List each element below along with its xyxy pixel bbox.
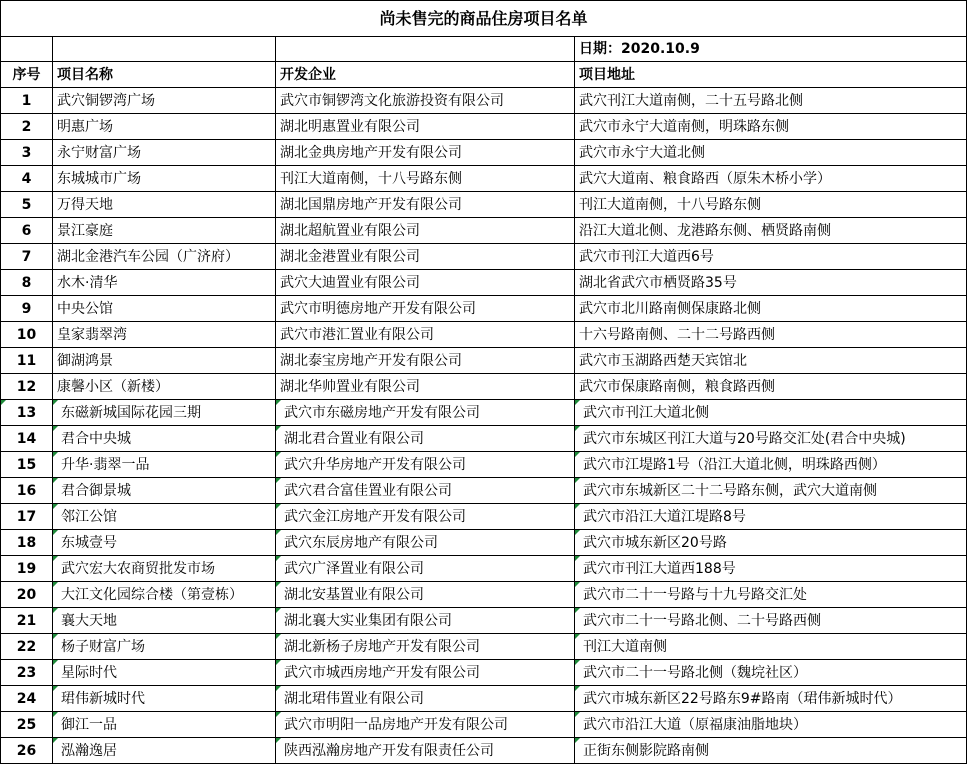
address-cell[interactable]: 武穴市刊江大道西188号 (575, 556, 967, 582)
header-address[interactable]: 项目地址 (575, 62, 967, 88)
table-row (1, 348, 967, 374)
table-row (1, 686, 967, 712)
project-name-cell[interactable]: 永宁财富广场 (53, 140, 276, 166)
row-index-cell[interactable]: 13 (1, 400, 53, 426)
table-row (1, 192, 967, 218)
row-index-cell[interactable]: 25 (1, 712, 53, 738)
table-row (1, 478, 967, 504)
row-index-cell[interactable]: 3 (1, 140, 53, 166)
row-index-cell[interactable]: 7 (1, 244, 53, 270)
row-index-cell[interactable]: 4 (1, 166, 53, 192)
table-row (1, 582, 967, 608)
developer-cell[interactable]: 武穴市明德房地产开发有限公司 (276, 296, 575, 322)
project-name-cell[interactable]: 皇家翡翠湾 (53, 322, 276, 348)
project-name-cell[interactable]: 明惠广场 (53, 114, 276, 140)
developer-cell[interactable]: 武穴金江房地产开发有限公司 (276, 504, 575, 530)
address-cell[interactable]: 武穴刊江大道南侧，二十五号路北侧 (575, 88, 967, 114)
row-index-cell[interactable]: 18 (1, 530, 53, 556)
project-name-cell[interactable]: 君合御景城 (53, 478, 276, 504)
address-cell[interactable]: 武穴市城东新区22号路东9#路南（珺伟新城时代） (575, 686, 967, 712)
table-row (1, 166, 967, 192)
row-index-cell[interactable]: 8 (1, 270, 53, 296)
table-row (1, 114, 967, 140)
project-name-cell[interactable]: 武穴铜锣湾广场 (53, 88, 276, 114)
address-cell[interactable]: 正街东侧影院路南侧 (575, 738, 967, 764)
row-index-cell[interactable]: 23 (1, 660, 53, 686)
row-index-cell[interactable]: 1 (1, 88, 53, 114)
header-developer[interactable]: 开发企业 (276, 62, 575, 88)
row-index-cell[interactable]: 20 (1, 582, 53, 608)
project-name-cell[interactable]: 湖北金港汽车公园（广济府） (53, 244, 276, 270)
address-cell[interactable]: 刊江大道南侧 (575, 634, 967, 660)
row-index-cell[interactable]: 17 (1, 504, 53, 530)
table-row (1, 608, 967, 634)
row-index-cell[interactable]: 12 (1, 374, 53, 400)
address-cell[interactable]: 武穴市江堤路1号（沿江大道北侧，明珠路西侧） (575, 452, 967, 478)
developer-cell[interactable]: 湖北金港置业有限公司 (276, 244, 575, 270)
row-index-cell[interactable]: 5 (1, 192, 53, 218)
table-row (1, 738, 967, 764)
table-row (1, 400, 967, 426)
developer-cell[interactable]: 陕西泓瀚房地产开发有限责任公司 (276, 738, 575, 764)
row-index-cell[interactable]: 11 (1, 348, 53, 374)
developer-cell[interactable]: 武穴升华房地产开发有限公司 (276, 452, 575, 478)
developer-cell[interactable]: 武穴君合富佳置业有限公司 (276, 478, 575, 504)
developer-cell[interactable]: 湖北金典房地产开发有限公司 (276, 140, 575, 166)
row-index-cell[interactable]: 10 (1, 322, 53, 348)
title-row (1, 1, 967, 37)
project-name-cell[interactable]: 杨子财富广场 (53, 634, 276, 660)
developer-cell[interactable]: 武穴市明阳一品房地产开发有限公司 (276, 712, 575, 738)
row-index-cell[interactable]: 9 (1, 296, 53, 322)
project-name-cell[interactable]: 景江豪庭 (53, 218, 276, 244)
address-cell[interactable]: 武穴市永宁大道北侧 (575, 140, 967, 166)
developer-cell[interactable]: 湖北襄大实业集团有限公司 (276, 608, 575, 634)
header-index[interactable]: 序号 (1, 62, 53, 88)
address-cell[interactable]: 武穴市东城区刊江大道与20号路交汇处(君合中央城) (575, 426, 967, 452)
address-cell[interactable]: 武穴市刊江大道北侧 (575, 400, 967, 426)
address-cell[interactable]: 十六号路南侧、二十二号路西侧 (575, 322, 967, 348)
developer-cell[interactable]: 湖北超航置业有限公司 (276, 218, 575, 244)
developer-cell[interactable]: 湖北华帅置业有限公司 (276, 374, 575, 400)
header-row (1, 62, 967, 88)
address-cell[interactable]: 刊江大道南侧，十八号路东侧 (575, 192, 967, 218)
empty-cell[interactable] (1, 37, 53, 62)
project-name-cell[interactable]: 升华·翡翠一品 (53, 452, 276, 478)
row-index-cell[interactable]: 21 (1, 608, 53, 634)
project-name-cell[interactable]: 武穴宏大农商贸批发市场 (53, 556, 276, 582)
table-row (1, 88, 967, 114)
developer-cell[interactable]: 刊江大道南侧，十八号路东侧 (276, 166, 575, 192)
developer-cell[interactable]: 湖北新杨子房地产开发有限公司 (276, 634, 575, 660)
project-name-cell[interactable]: 中央公馆 (53, 296, 276, 322)
project-name-cell[interactable]: 邻江公馆 (53, 504, 276, 530)
developer-cell[interactable]: 湖北明惠置业有限公司 (276, 114, 575, 140)
developer-cell[interactable]: 武穴市港汇置业有限公司 (276, 322, 575, 348)
table-row (1, 270, 967, 296)
header-name[interactable]: 项目名称 (53, 62, 276, 88)
row-index-cell[interactable]: 16 (1, 478, 53, 504)
row-index-cell[interactable]: 26 (1, 738, 53, 764)
empty-cell[interactable] (53, 37, 276, 62)
project-name-cell[interactable]: 水木·清华 (53, 270, 276, 296)
table-row (1, 504, 967, 530)
developer-cell[interactable]: 武穴市城西房地产开发有限公司 (276, 660, 575, 686)
table-row (1, 374, 967, 400)
row-index-cell[interactable]: 15 (1, 452, 53, 478)
project-name-cell[interactable]: 万得天地 (53, 192, 276, 218)
address-cell[interactable]: 武穴市二十一号路北侧（魏垸社区） (575, 660, 967, 686)
address-cell[interactable]: 武穴市保康路南侧，粮食路西侧 (575, 374, 967, 400)
row-index-cell[interactable]: 6 (1, 218, 53, 244)
table-row (1, 660, 967, 686)
address-cell[interactable]: 武穴市二十一号路北侧、二十号路西侧 (575, 608, 967, 634)
project-name-cell[interactable]: 大江文化园综合楼（第壹栋） (53, 582, 276, 608)
address-cell[interactable]: 武穴市玉湖路西楚天宾馆北 (575, 348, 967, 374)
project-name-cell[interactable]: 君合中央城 (53, 426, 276, 452)
project-name-cell[interactable]: 御湖鸿景 (53, 348, 276, 374)
sheet-title[interactable]: 尚未售完的商品住房项目名单 (1, 1, 967, 37)
address-cell[interactable]: 武穴大道南、粮食路西（原朱木桥小学） (575, 166, 967, 192)
address-cell[interactable]: 武穴市东城新区二十二号路东侧，武穴大道南侧 (575, 478, 967, 504)
table-row (1, 530, 967, 556)
row-index-cell[interactable]: 14 (1, 426, 53, 452)
date-cell[interactable]: 日期：2020.10.9 (575, 37, 967, 62)
address-cell[interactable]: 湖北省武穴市栖贤路35号 (575, 270, 967, 296)
project-name-cell[interactable]: 东城城市广场 (53, 166, 276, 192)
developer-cell[interactable]: 武穴市东磁房地产开发有限公司 (276, 400, 575, 426)
address-cell[interactable]: 武穴市城东新区20号路 (575, 530, 967, 556)
table-row (1, 426, 967, 452)
developer-cell[interactable]: 武穴广泽置业有限公司 (276, 556, 575, 582)
address-cell[interactable]: 武穴市永宁大道南侧，明珠路东侧 (575, 114, 967, 140)
address-cell[interactable]: 武穴市刊江大道西6号 (575, 244, 967, 270)
developer-cell[interactable]: 武穴大迪置业有限公司 (276, 270, 575, 296)
developer-cell[interactable]: 湖北泰宝房地产开发有限公司 (276, 348, 575, 374)
developer-cell[interactable]: 武穴东辰房地产有限公司 (276, 530, 575, 556)
developer-cell[interactable]: 湖北君合置业有限公司 (276, 426, 575, 452)
developer-cell[interactable]: 武穴市铜锣湾文化旅游投资有限公司 (276, 88, 575, 114)
address-cell[interactable]: 武穴市北川路南侧保康路北侧 (575, 296, 967, 322)
table-row (1, 244, 967, 270)
address-cell[interactable]: 武穴市沿江大道江堤路8号 (575, 504, 967, 530)
address-cell[interactable]: 武穴市二十一号路与十九号路交汇处 (575, 582, 967, 608)
table-row (1, 452, 967, 478)
project-name-cell[interactable]: 康馨小区（新楼） (53, 374, 276, 400)
project-name-cell[interactable]: 星际时代 (53, 660, 276, 686)
row-index-cell[interactable]: 24 (1, 686, 53, 712)
project-name-cell[interactable]: 珺伟新城时代 (53, 686, 276, 712)
table-row (1, 218, 967, 244)
table-row (1, 712, 967, 738)
row-index-cell[interactable]: 22 (1, 634, 53, 660)
project-name-cell[interactable]: 御江一品 (53, 712, 276, 738)
address-cell[interactable]: 武穴市沿江大道（原福康油脂地块） (575, 712, 967, 738)
developer-cell[interactable]: 湖北安基置业有限公司 (276, 582, 575, 608)
row-index-cell[interactable]: 19 (1, 556, 53, 582)
table-row (1, 296, 967, 322)
row-index-cell[interactable]: 2 (1, 114, 53, 140)
table-row (1, 322, 967, 348)
empty-cell[interactable] (276, 37, 575, 62)
table-row (1, 634, 967, 660)
address-cell[interactable]: 沿江大道北侧、龙港路东侧、栖贤路南侧 (575, 218, 967, 244)
table-row (1, 556, 967, 582)
project-name-cell[interactable]: 泓瀚逸居 (53, 738, 276, 764)
date-row (1, 37, 967, 62)
project-name-cell[interactable]: 东磁新城国际花园三期 (53, 400, 276, 426)
project-name-cell[interactable]: 襄大天地 (53, 608, 276, 634)
developer-cell[interactable]: 湖北珺伟置业有限公司 (276, 686, 575, 712)
table-row (1, 140, 967, 166)
project-name-cell[interactable]: 东城壹号 (53, 530, 276, 556)
developer-cell[interactable]: 湖北国鼎房地产开发有限公司 (276, 192, 575, 218)
